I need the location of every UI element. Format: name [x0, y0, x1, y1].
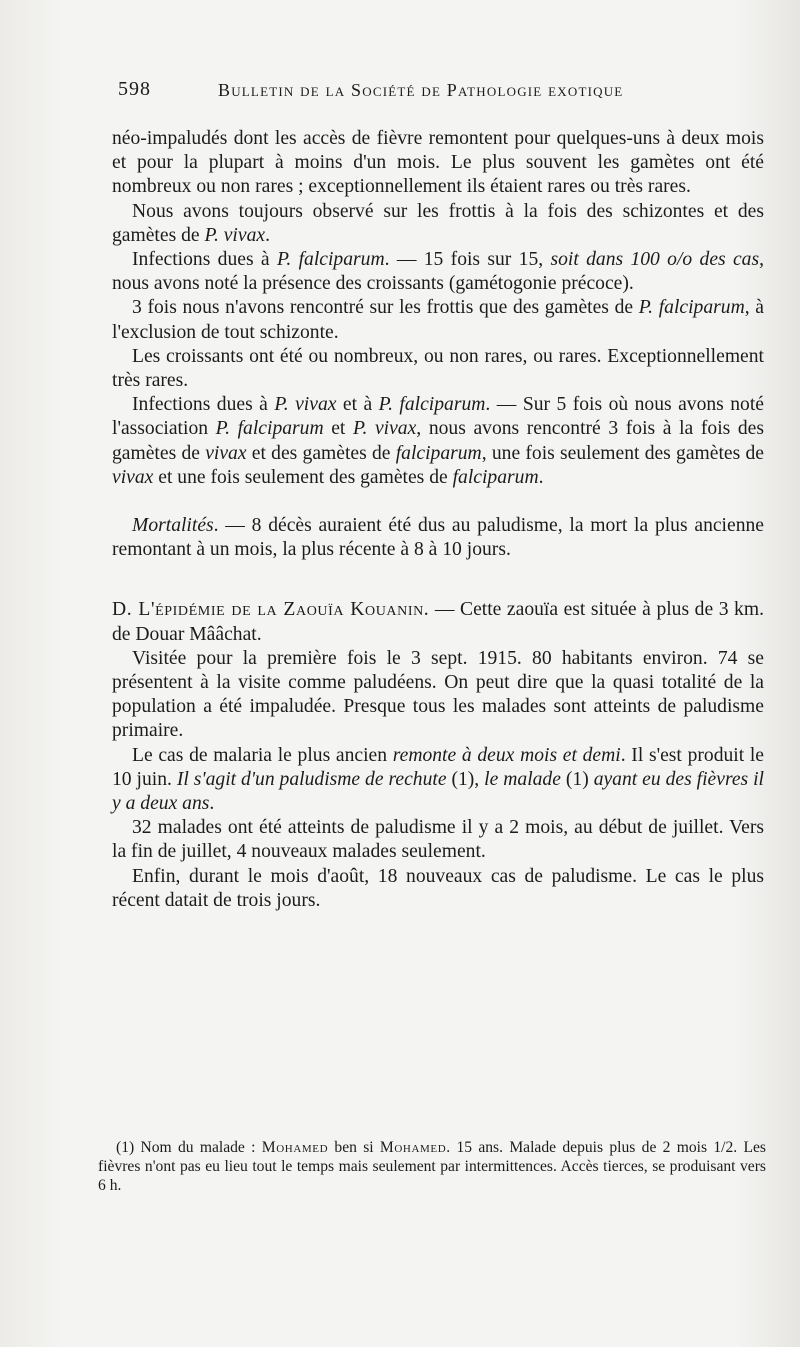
species-name: P. vivax: [353, 418, 417, 440]
paragraph-11: 32 malades ont été atteints de paludisme il y a 2 mois, au début de juillet. Vers la fin de juillet, 4 nouveaux malades seulement.: [112, 817, 764, 863]
text-span: ben si: [328, 1139, 380, 1156]
body-text: [112, 127, 764, 913]
paragraph-4: [112, 296, 764, 344]
species-name: falciparum: [452, 466, 539, 488]
italic-phrase: soit dans 100 o/o des cas: [550, 249, 760, 271]
paragraph-10: [112, 744, 764, 817]
text-span: (1) Nom du malade :: [116, 1139, 262, 1156]
footnote-ref: (1): [560, 768, 594, 790]
page-number: 598: [118, 78, 151, 100]
italic-phrase: ayant eu des fièvres il y a deux ans: [112, 768, 764, 815]
text-span: Nous avons toujours observé sur les frottis à la fois des schizontes et des gamètes de: [112, 200, 764, 246]
species-name: P. falciparum: [378, 394, 486, 416]
species-name: P. vivax: [274, 394, 337, 416]
text-span: . — 8 décès auraient été dus au paludisme, la mort la plus ancienne remontant à un mois, la plus récente à 8 à 10 jours.: [112, 515, 764, 561]
species-name: P. falciparum: [276, 249, 385, 271]
text-span: et: [323, 418, 353, 440]
running-title: Bulletin de la Société de Pathologie exotique: [218, 80, 624, 100]
paragraph-9: Visitée pour la première fois le 3 sept. 1915. 80 habitants environ. 74 se présentent à la visite comme paludéens. On peut dire que la quasi totalité de la population a été impaludée. Presque tous les malades sont atteints de paludisme primaire.: [112, 647, 764, 742]
text-span: Infections dues à: [132, 394, 275, 416]
text-span: , à l'exclusion de tout schizonte.: [112, 297, 764, 343]
italic-phrase: remonte à deux mois et demi: [392, 744, 621, 766]
text-span: — Cette zaouïa est située à plus de 3 km. de Douar Mââchat.: [112, 599, 764, 645]
text-span: . — Sur 5 fois où nous avons noté l'association: [112, 394, 764, 440]
species-name: P. falciparum: [638, 297, 745, 319]
page-header: [118, 78, 678, 108]
species-name: P. vivax: [204, 224, 266, 246]
text-span: . Il s'est produit le 10 juin.: [112, 744, 765, 790]
text-span: . 15 ans. Malade depuis plus de 2 mois 1/2. Les fièvres n'ont pas eu lieu tout le temps mais seulement par intermittences. Accès tierces, se produisant vers 6 h.: [98, 1139, 766, 1194]
paragraph-section-d: [112, 598, 764, 646]
paragraph-3: [112, 248, 764, 296]
text-span: , nous avons rencontré 3 fois à la fois des gamètes de: [112, 418, 764, 464]
text-span: . — 15 fois sur 15,: [384, 249, 551, 271]
text-span: .: [265, 224, 270, 246]
text-span: 3 fois nous n'avons rencontré sur les frottis que des gamètes de: [132, 297, 639, 319]
person-name: Mohamed: [261, 1139, 329, 1156]
footnote: [98, 1138, 766, 1195]
paragraph-2: [112, 200, 764, 248]
species-name: P. falciparum: [215, 418, 324, 440]
text-span: , une fois seulement des gamètes de: [481, 442, 764, 464]
text-span: .: [538, 466, 544, 488]
italic-phrase: le malade: [484, 768, 561, 790]
text-span: Le cas de malaria le plus ancien: [132, 744, 393, 766]
text-span: et des gamètes de: [246, 442, 396, 464]
footnote-ref: (1),: [446, 768, 485, 790]
footnote-text: [98, 1138, 766, 1195]
paragraph-1: néo-impaludés dont les accès de fièvre remontent pour quelques-uns à deux mois et pour la plupart à moins d'un mois. Le plus souvent les gamètes ont été nombreux ou non rares ; exceptionnellement ils étaient rares ou très rares.: [112, 128, 764, 198]
text-span: , nous avons noté la présence des croissants (gamétogonie précoce).: [112, 249, 765, 295]
text-span: Infections dues à: [132, 249, 277, 271]
text-span: et une fois seulement des gamètes de: [153, 466, 453, 488]
section-heading: D. L'épidémie de la Zaouïa Kouanin.: [112, 599, 430, 621]
species-name: falciparum: [395, 442, 482, 464]
paragraph-mortalites: [112, 514, 764, 562]
paragraph-6: [112, 393, 764, 490]
section-label: Mortalités: [132, 515, 214, 537]
text-span: et à: [336, 394, 379, 416]
paragraph-5: Les croissants ont été ou nombreux, ou non rares, ou rares. Exceptionnellement très rares.: [112, 345, 764, 392]
italic-phrase: Il s'agit d'un paludisme de rechute: [176, 768, 447, 790]
person-name: Mohamed: [379, 1139, 447, 1156]
text-span: .: [209, 793, 215, 815]
species-name: vivax: [205, 442, 247, 464]
species-name: vivax: [112, 466, 154, 488]
paragraph-12: Enfin, durant le mois d'août, 18 nouveaux cas de paludisme. Le cas le plus récent datait de trois jours.: [112, 865, 764, 911]
